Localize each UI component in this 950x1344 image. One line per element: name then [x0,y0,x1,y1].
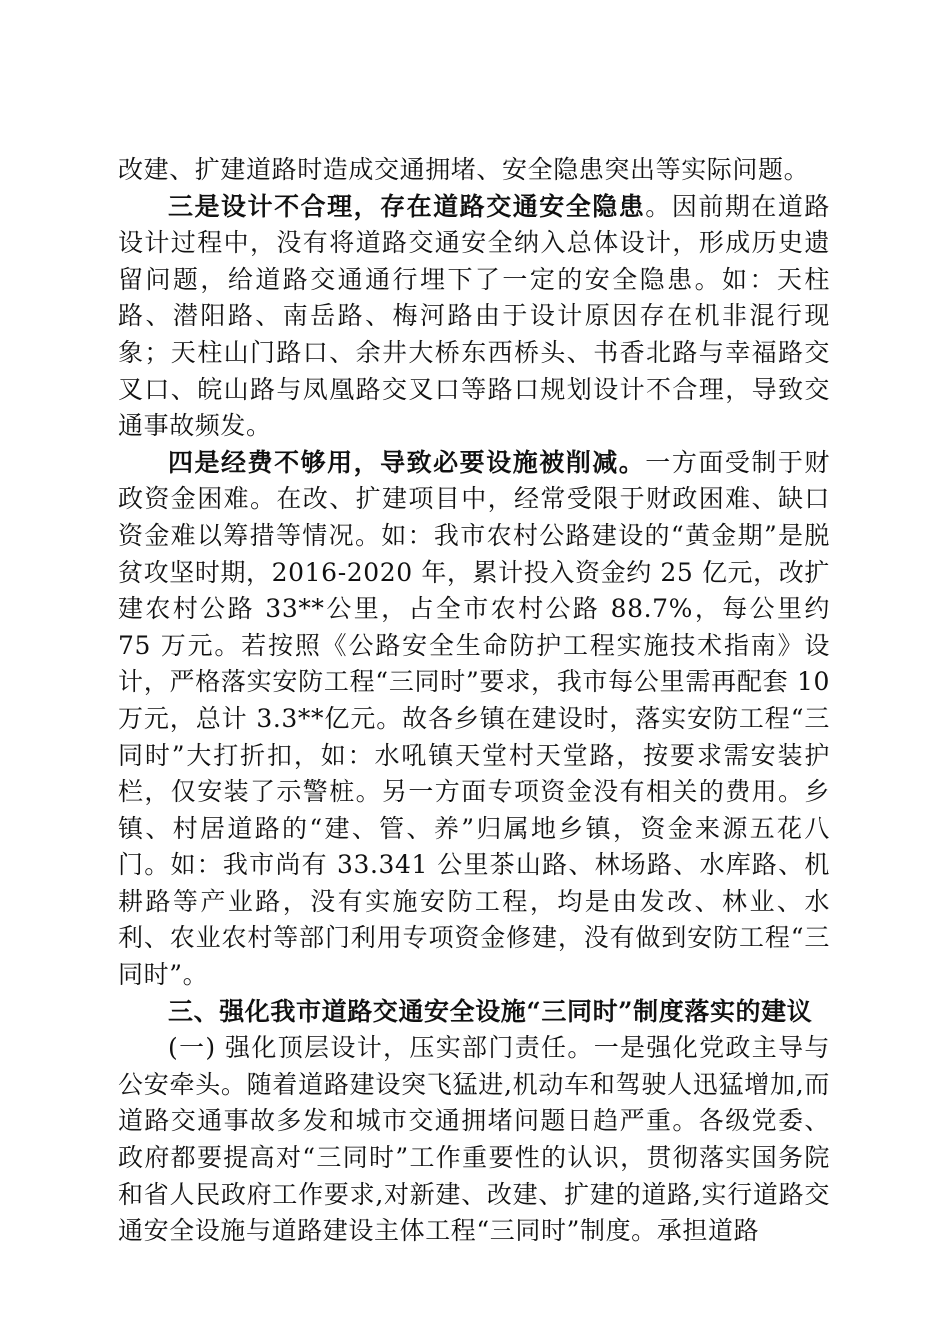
paragraph-body: 。因前期在道路设计过程中，没有将道路交通安全纳入总体设计，形成历史遗留问题，给道路交通通行埋下了一定的安全隐患。如：天柱路、潜阳路、南岳路、梅河路由于设计原因存在机非混行现象；天柱山门路口、余井大桥东西桥头、书香北路与幸福路交叉口、皖山路与凤凰路交叉口等路口规划设计不合理，导致交通事故频发。 [118,191,830,441]
paragraph-continuation: 改建、扩建道路时造成交通拥堵、安全隐患突出等实际问题。 [118,155,810,184]
document-body [118,152,830,1250]
paragraph-funding-issue [118,445,830,994]
paragraph-top-level-design: (一) 强化顶层设计，压实部门责任。一是强化党政主导与公安牵头。随着道路建设突飞猛进,机动车和驾驶人迅猛增加,而道路交通事故多发和城市交通拥堵问题日趋严重。各级党委、政府都要提高对“三同时”工作重要性的认识，贯彻落实国务院和省人民政府工作要求,对新建、改建、扩建的道路,实行道路交通安全设施与道路建设主体工程“三同时”制度。承担道路 [118,1033,830,1246]
paragraph-design-issue [118,189,830,445]
paragraph-body: 一方面受制于财政资金困难。在改、扩建项目中，经常受限于财政困难、缺口资金难以筹措等情况。如：我市农村公路建设的“黄金期”是脱贫攻坚时期，2016-2020 年，累计投入资金约 25 亿元，改扩建农村公路 33**公里，占全市农村公路 88.7%，每公里约 75 万元。若按照《公路安全生命防护工程实施技术指南》设计，严格落实安防工程“三同时”要求，我市每公里需再配套 10 万元，总计 3.3**亿元。故各乡镇在建设时，落实安防工程“三同时”大打折扣，如：水吼镇天堂村天堂路，按要求需安装护栏，仅安装了示警桩。另一方面专项资金没有相关的费用。乡镇、村居道路的“建、管、养”归属地乡镇，资金来源五花八门。如：我市尚有 33.341 公里茶山路、林场路、水库路、机耕路等产业路，没有实施安防工程，均是由发改、林业、水利、农业农村等部门利用专项资金修建，没有做到安防工程“三同时”。 [118,447,830,990]
paragraph-lead: 三是设计不合理，存在道路交通安全隐患 [168,191,646,221]
section-heading: 三、强化我市道路交通安全设施“三同时”制度落实的建议 [168,996,813,1026]
paragraph-lead: 四是经费不够用，导致必要设施被削减。 [168,447,646,477]
